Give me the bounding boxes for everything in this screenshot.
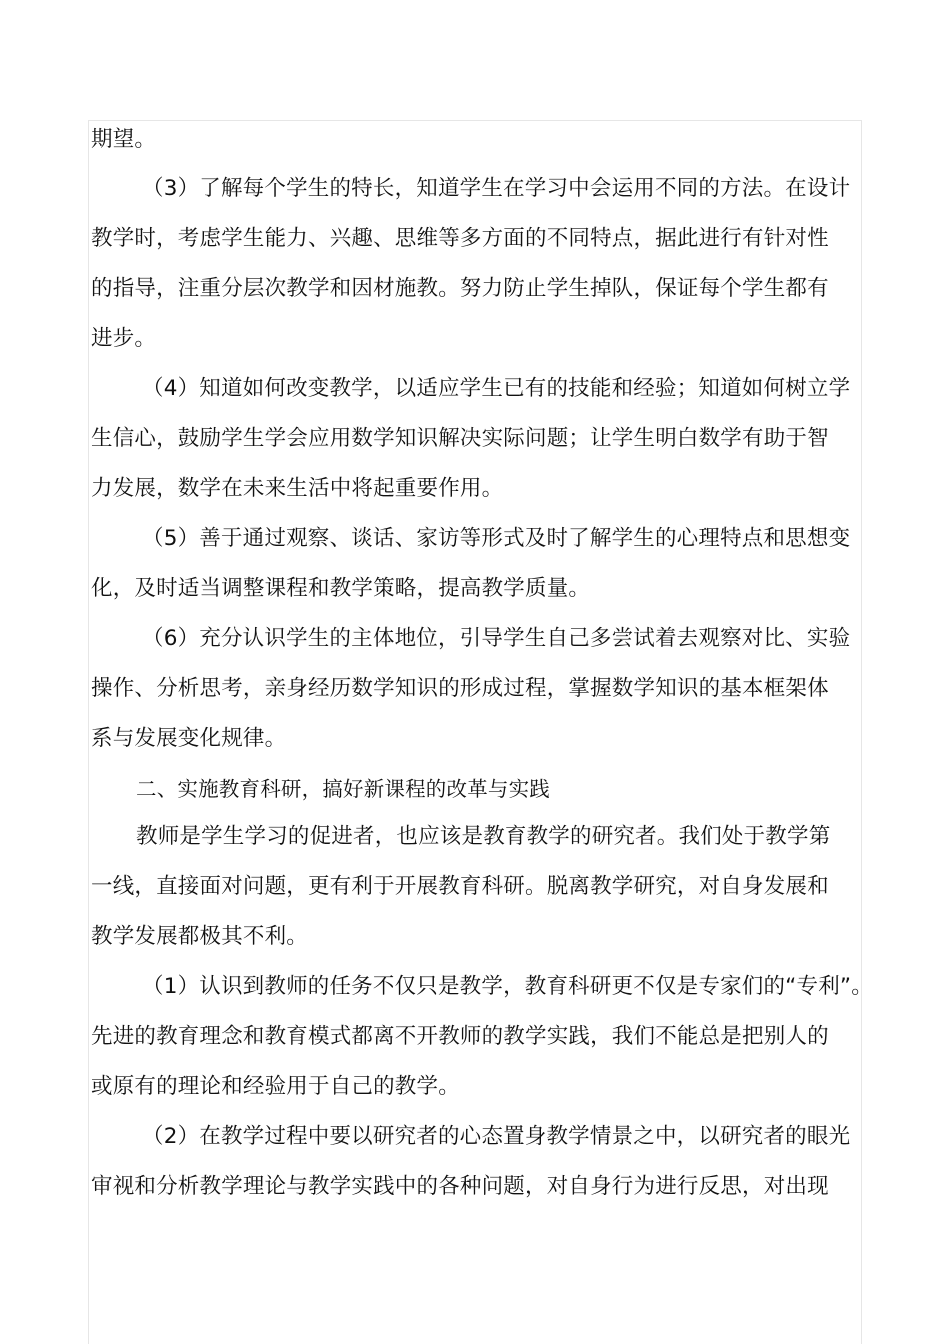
text-line: 教学发展都极其不利。 bbox=[91, 924, 309, 949]
text-line: （1）认识到教师的任务不仅只是教学，教育科研更不仅是专家们的“专利”。 bbox=[142, 974, 873, 999]
text-line: （4）知道如何改变教学，以适应学生已有的技能和经验；知道如何树立学 bbox=[142, 376, 851, 401]
text-line: 教师是学生学习的促进者，也应该是教育教学的研究者。我们处于教学第 bbox=[136, 824, 831, 849]
text-line: 先进的教育理念和教育模式都离不开教师的教学实践，我们不能总是把别人的 bbox=[91, 1024, 829, 1049]
text-line: （6）充分认识学生的主体地位，引导学生自己多尝试着去观察对比、实验 bbox=[142, 626, 851, 651]
text-line: （5）善于通过观察、谈话、家访等形式及时了解学生的心理特点和思想变 bbox=[142, 526, 851, 551]
text-line: 系与发展变化规律。 bbox=[91, 726, 287, 751]
text-line: 期望。 bbox=[91, 127, 157, 152]
text-line: （2）在教学过程中要以研究者的心态置身教学情景之中，以研究者的眼光 bbox=[142, 1124, 851, 1149]
text-line: 审视和分析教学理论与教学实践中的各种问题，对自身行为进行反思，对出现 bbox=[91, 1174, 829, 1199]
section-heading: 二、实施教育科研，搞好新课程的改革与实践 bbox=[136, 777, 550, 801]
text-line: 操作、分析思考，亲身经历数学知识的形成过程，掌握数学知识的基本框架体 bbox=[91, 676, 829, 701]
text-line: 的指导，注重分层次教学和因材施教。努力防止学生掉队，保证每个学生都有 bbox=[91, 276, 829, 301]
text-line: 教学时，考虑学生能力、兴趣、思维等多方面的不同特点，据此进行有针对性 bbox=[91, 226, 829, 251]
text-line: 生信心，鼓励学生学会应用数学知识解决实际问题；让学生明白数学有助于智 bbox=[91, 426, 829, 451]
text-line: 化，及时适当调整课程和教学策略，提高教学质量。 bbox=[91, 576, 591, 601]
text-line: 力发展，数学在未来生活中将起重要作用。 bbox=[91, 476, 504, 501]
text-line: 进步。 bbox=[91, 326, 157, 351]
text-line: 一线，直接面对问题，更有利于开展教育科研。脱离教学研究，对自身发展和 bbox=[91, 874, 829, 899]
text-line: 或原有的理论和经验用于自己的教学。 bbox=[91, 1074, 460, 1099]
text-line: （3）了解每个学生的特长，知道学生在学习中会运用不同的方法。在设计 bbox=[142, 176, 851, 201]
